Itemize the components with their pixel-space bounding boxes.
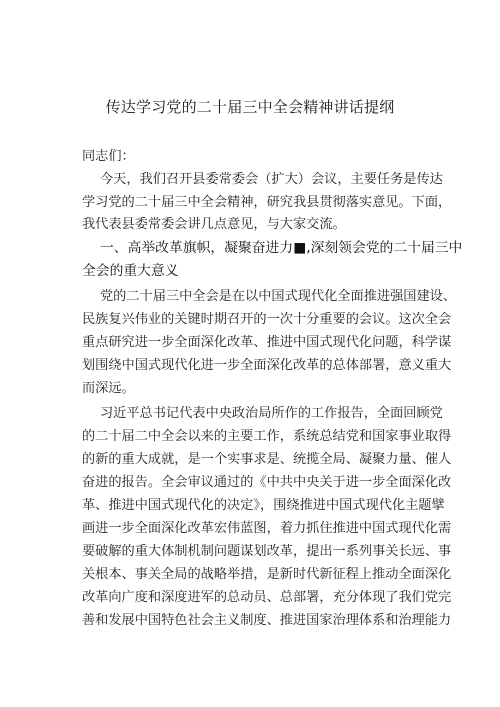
paragraph-line: 重点研究进一步全面深化改革、推进中国式现代化问题，科学谋 (82, 335, 452, 350)
section-heading: 一、高举改革旗帜，凝聚奋进力■,深刻领会党的二十届三中 (100, 240, 463, 256)
salutation: 同志们： (82, 149, 135, 164)
paragraph-line: 画进一步全面深化改革宏伟蓝图，着力抓住推进中国式现代化需 (82, 521, 452, 536)
paragraph-line: 关根本、事关全局的战略举措，是新时代新征程上推动全面深化 (82, 567, 452, 582)
paragraph-line: 的新的重大成就，是一个实事求是、统揽全局、凝聚力量、催人 (82, 452, 452, 467)
paragraph-line: 革、推进中国式现代化的决定》，围绕推进中国式现代化主题擘 (82, 498, 445, 513)
paragraph-line: 奋进的报告。全会审议通过的《中共中央关于进一步全面深化改 (82, 475, 452, 490)
paragraph-line: 的二十届二中全会以来的主要工作，系统总结党和国家事业取得 (82, 429, 452, 444)
paragraph-line: 民族复兴伟业的关键时期召开的一次十分重要的会议。这次全会 (82, 312, 452, 327)
intro-line: 我代表县委常委会讲几点意见，与大家交流。 (82, 217, 346, 232)
document-title: 传达学习党的二十届三中全会精神讲话提纲 (105, 98, 395, 116)
paragraph-line: 要破解的重大体制机制问题谋划改革，提出一系列事关长远、事 (82, 544, 452, 559)
section-heading-continued: 全会的重大意义 (82, 263, 179, 279)
paragraph-line: 划围绕中国式现代化进一步全面深化改革的总体部署，意义重大 (82, 358, 452, 373)
paragraph-line: 而深远。 (82, 381, 135, 396)
paragraph-line: 习近平总书记代表中央政治局所作的工作报告，全面回顾党 (100, 406, 443, 421)
paragraph-line: 改革向广度和深度进军的总动员、总部署，充分体现了我们党完 (82, 590, 452, 605)
paragraph-line: 善和发展中国特色社会主义制度、推进国家治理体系和治理能力 (82, 613, 452, 628)
intro-line: 学习党的二十届三中全会精神，研究我县贯彻落实意见。下面， (82, 195, 452, 210)
paragraph-line: 党的二十届三中全会是在以中国式现代化全面推进强国建设、 (100, 289, 457, 304)
intro-line: 今天，我们召开县委常委会（扩大）会议，主要任务是传达 (100, 172, 443, 187)
